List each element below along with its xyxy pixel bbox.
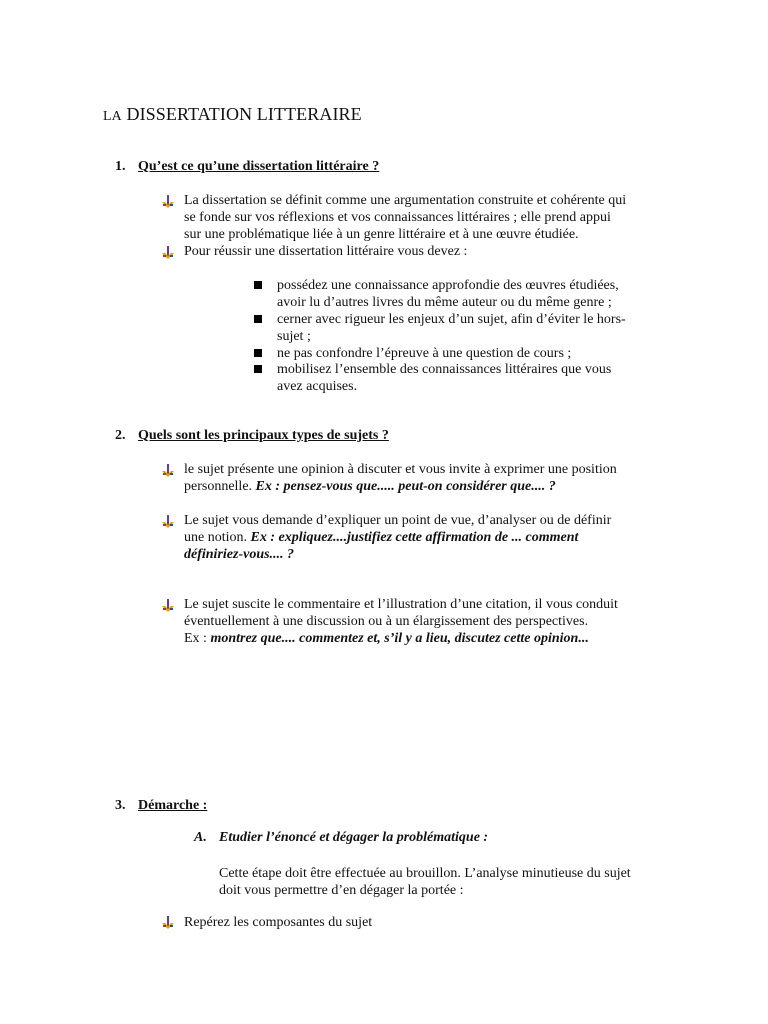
s1-subitem1-line1: possédez une connaissance approfondie des œuvres étudiées, [277,278,619,293]
s2-bullet2-example: Ex : expliquez....justifiez cette affirmation de ... comment [250,530,579,545]
s2-bullet1-example: Ex : pensez-vous que..... peut-on considérer que.... ? [255,479,556,494]
s1-subitem3-line1: ne pas confondre l’épreuve à une question de cours ; [277,346,572,361]
s2-bullet3-example: montrez que.... commentez et, s’il y a lieu, discutez cette opinion... [210,631,589,646]
s1-bullet2: Pour réussir une dissertation littéraire vous devez : [184,244,468,259]
s3-para-line2: doit vous permettre d’en dégager la portée : [219,883,464,898]
s1-subitem2-line2: sujet ; [277,329,311,344]
s2-bullet1-line2 [184,478,556,495]
square-bullet-icon [254,349,262,357]
s2-bullet3-line3 [184,630,589,647]
s2-bullet2-normal: une notion. [184,530,251,545]
s2-bullet2-line2 [184,529,578,546]
arrow-bullet-icon [161,915,175,931]
s1-subitem4-line2: avez acquises. [277,379,358,394]
s2-bullet1-normal: personnelle. [184,479,256,494]
title-prefix: LA [103,109,122,124]
square-bullet-icon [254,281,262,289]
s2-bullet3-normal: Ex : [184,631,211,646]
s2-bullet3-line2: éventuellement à une discussion ou à un élargissement des perspectives. [184,614,589,629]
s1-bullet1-line3: sur une problématique liée à un genre littéraire et à une œuvre étudiée. [184,227,579,242]
square-bullet-icon [254,315,262,323]
section-number: 1. [115,159,126,174]
section-number: 3. [115,798,126,813]
document-title [103,104,362,125]
arrow-bullet-icon [161,514,175,530]
title-main: DISSERTATION LITTERAIRE [126,104,362,124]
arrow-bullet-icon [161,194,175,210]
s2-bullet3-line1: Le sujet suscite le commentaire et l’illustration d’une citation, il vous conduit [184,597,618,612]
section-title: Démarche : [138,798,208,813]
s2-bullet2-line1: Le sujet vous demande d’expliquer un point de vue, d’analyser ou de définir [184,513,612,528]
square-bullet-icon [254,365,262,373]
section-title: Qu’est ce qu’une dissertation littéraire ? [138,159,380,174]
s1-subitem4-line1: mobilisez l’ensemble des connaissances littéraires que vous [277,362,612,377]
arrow-bullet-icon [161,245,175,261]
s1-bullet1-line2: se fonde sur vos réflexions et vos connaissances littéraires ; elle prend appui [184,210,611,225]
s1-subitem1-line2: avoir lu d’autres livres du même auteur ou du même genre ; [277,295,612,310]
s1-subitem2-line1: cerner avec rigueur les enjeux d’un sujet, afin d’éviter le hors- [277,312,626,327]
section-title: Quels sont les principaux types de sujets ? [138,428,389,443]
s3-bullet: Repérez les composantes du sujet [184,915,373,930]
subsection-number: A. [194,830,207,845]
s2-bullet1-line1: le sujet présente une opinion à discuter et vous invite à exprimer une position [184,462,617,477]
subsection-title: Etudier l’énoncé et dégager la problématique : [219,830,489,845]
section-number: 2. [115,428,126,443]
s2-bullet2-line3: définiriez-vous.... ? [184,547,295,562]
arrow-bullet-icon [161,598,175,614]
arrow-bullet-icon [161,463,175,479]
s3-para-line1: Cette étape doit être effectuée au brouillon. L’analyse minutieuse du sujet [219,866,631,881]
s1-bullet1-line1: La dissertation se définit comme une argumentation construite et cohérente qui [184,193,627,208]
